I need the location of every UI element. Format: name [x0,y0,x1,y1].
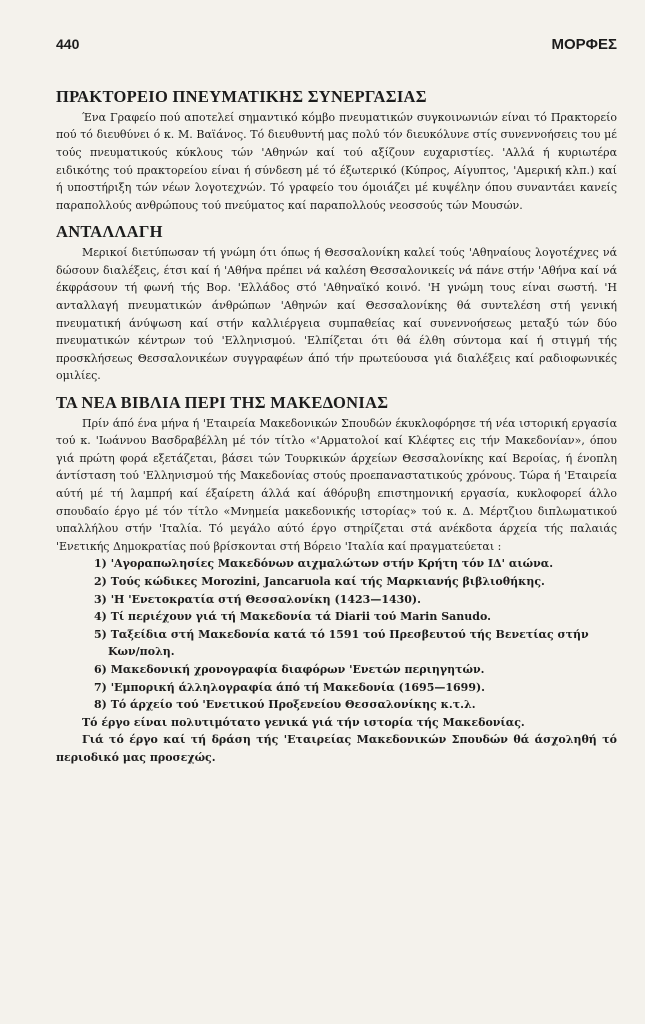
list-item: 1) 'Αγοραπωλησίες Μακεδόνων αιχμαλώτων στήν Κρήτη τόν ΙΔ' αιώνα. [94,557,554,571]
closing-sentence: Τό έργο είναι πολυτιμότατο γενικά γιά τήν ιστορία τής Μακεδονίας. [82,715,525,729]
closing-sentence: Γιά τό έργο καί τή δράση τής 'Εταιρείας Μακεδονικών Σπουδών θά άσχοληθή τό περιοδικό μας προσεχώς. [56,733,617,764]
list-item: 3) 'Η 'Ενετοκρατία στή Θεσσαλονίκη (1423—1430). [94,592,421,606]
page-number: 440 [56,36,80,52]
list-item: 7) 'Εμπορική άλληλογραφία άπό τή Μακεδονία (1695—1699). [94,680,486,694]
section-body-nea-vivlia: Πρίν άπό ένα μήνα ή 'Εταιρεία Μακεδονικών Σπουδών έκυκλοφόρησε τή νέα ιστορική εργασία τού κ. 'Ιωάννου Βασδραβέλλη μέ τόν τίτλο «'Αρματολοί καί Κλέφτες εις τήν Μακεδονίαν», όπου γιά πρώτη φορά εξετάζεται, βάσει τών Τουρκικών άρχείων Θεσσαλονίκης καί Βεροίας, ή ένοπλη άντίσταση τού 'Ελληνισμού τής Μακεδονίας στούς προεπαναστατικούς χρόνους. Τώρα ή 'Εταιρεία αύτή μέ τή λαμπρή καί έξαίρετη άλλά καί άθόρυβη επιστημονική εργασία, κυκλοφορεί άλλο σπουδαίο έργο μέ τόν τίτλο «Μνημεία μακεδονικής ιστορίας» τού κ. Δ. Μέρτζιου διπλωματικού υπαλλήλου στήν 'Ιταλία. Τό μεγάλο αύτό έργο στηρίζεται στά ανέκδοτα άρχεία τής παλαιάς 'Ενετικής Δημοκρατίας πού βρίσκονται στή Βόρειο 'Ιταλία καί πραγματεύεται : [56,416,617,553]
list-item: 5) Ταξείδια στή Μακεδονία κατά τό 1591 τού Πρεσβευτού τής Βενετίας στήν Κων/πολη. [94,627,589,659]
list-item: 6) Μακεδονική χρονογραφία διαφόρων 'Ενετών περιηγητών. [94,663,485,677]
section-body-praktoreio: Ένα Γραφείο πού αποτελεί σημαντικό κόμβο πνευματικών συγκοινωνιών είναι τό Πρακτορείο πού τό διευθύνει ό κ. Μ. Βαϊάνος. Τό διευθυντή μας πολύ τόν διευκόλυνε στίς συνεννοήσεις του μέ τούς πνευματικούς κύκλους τών 'Αθηνών καί τού αξίζουν ευχαριστίες. 'Αλλά ή κυριωτέρα ειδικότης τού πρακτορείου είναι ή σύνδεση μέ τό έξωτερικό (Κύπρος, Αίγυπτος, 'Αμερική κλπ.) καί ή υποστήριξη τών νέων λογοτεχνών. Τό γραφείο του όμοιάζει μέ κυψέλην όπου συναντάει κανείς παραπολλούς ανθρώπους τού πνεύματος καί παραπολλούς νεοσσούς τών Μουσών. [56,110,617,212]
section-title-praktoreio: ΠΡΑΚΤΟΡΕΙΟ ΠΝΕΥΜΑΤΙΚΗΣ ΣΥΝΕΡΓΑΣΙΑΣ [56,87,427,106]
section-title-nea-vivlia: ΤΑ ΝΕΑ ΒΙΒΛΙΑ ΠΕΡΙ ΤΗΣ ΜΑΚΕΔΟΝΙΑΣ [56,392,389,412]
list-item: 4) Τί περιέχουν γιά τή Μακεδονία τά Diarii τού Marin Sanudo. [94,610,491,624]
list-item: 8) Τό άρχείο τού 'Ενετικού Προξενείου Θεσσαλονίκης κ.τ.λ. [94,698,476,712]
section-title-antallagi: ΑΝΤΑΛΛΑΓΗ [56,222,163,242]
running-title: ΜΟΡΦΕΣ [551,36,617,53]
topics-list [56,555,617,713]
section-body-antallagi: Μερικοί διετύπωσαν τή γνώμη ότι όπως ή Θεσσαλονίκη καλεί τούς 'Αθηναίους λογοτέχνες νά δώσουν διαλέξεις, έτσι καί ή 'Αθήνα πρέπει νά καλέση Θεσσαλονικείς νά πάνε στήν 'Αθήνα καί νά έκφράσουν τή φωνή τής Βορ. 'Ελλάδος στό 'Αθηναϊκό κοινό. 'Η γνώμη τους είναι σωστή. 'Η ανταλλαγή πνευματικών άνθρώπων 'Αθηνών καί Θεσσαλονίκης θά συντελέση στή γενική πνευματική άνύψωση καί στήν καλλιέργεια συμπαθείας καί συνεννοήσεως μεταξύ τών δύο πνευματικών κέντρων τού 'Ελληνισμού. 'Ελπίζεται ότι θά έλθη σύντομα καί ή στιγμή τής προσκλήσεως Θεσσαλονικέων συγγραφέων άπό τήν πρωτεύουσα γιά διαλέξεις καί ραδιοφωνικές ομιλίες. [56,246,617,383]
page-header [56,36,617,53]
list-item: 2) Τούς κώδικες Morozini, Jancaruola καί τής Μαρκιανής βιβλιοθήκης. [94,575,545,589]
